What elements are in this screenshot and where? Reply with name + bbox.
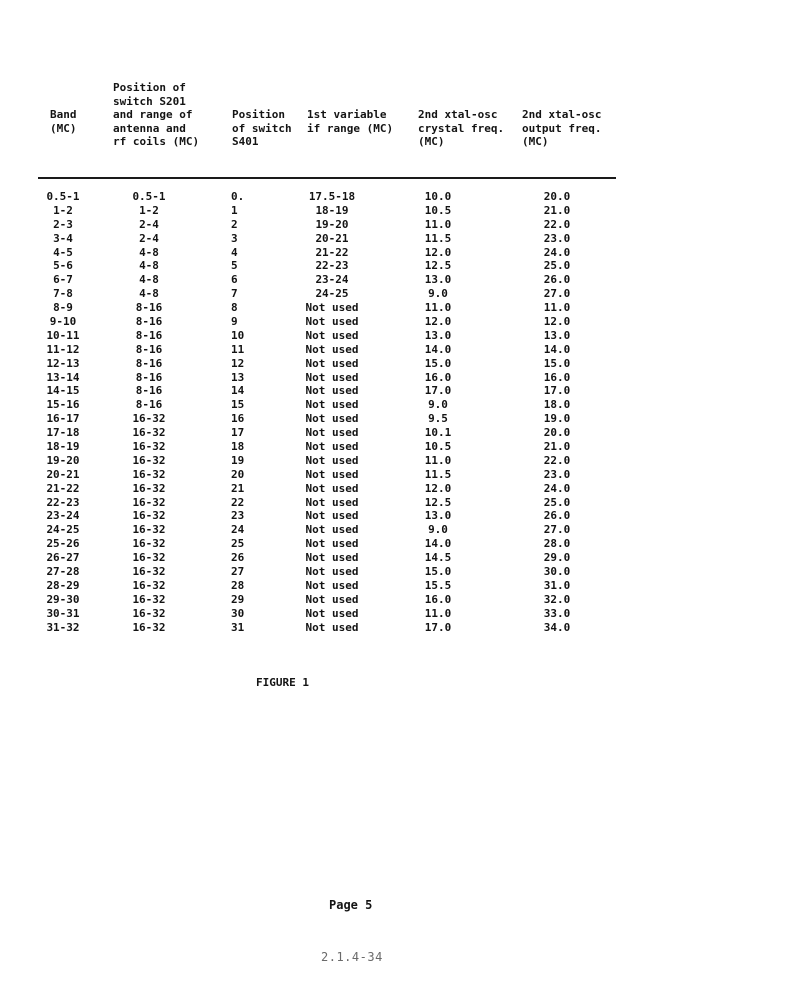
table-cell-switch-s401: 26 <box>231 551 245 565</box>
table-cell-crystal-freq: 17.0 <box>424 384 452 398</box>
table-cell-switch-s401: 10 <box>231 328 245 342</box>
table-cell-switch-s201: 16-32 <box>132 481 166 495</box>
table-cell-switch-s201: 16-32 <box>132 565 166 579</box>
table-cell-output-freq: 11.0 <box>543 301 571 315</box>
document-number: 2.1.4-34 <box>321 950 383 964</box>
table-cell-output-freq: 29.0 <box>543 551 571 565</box>
table-row <box>0 496 796 510</box>
table-cell-switch-s401: 24 <box>231 523 245 537</box>
table-row <box>0 273 796 287</box>
table-cell-first-if-range: 20-21 <box>315 231 349 245</box>
table-cell-switch-s201: 4-8 <box>139 273 159 287</box>
table-cell-crystal-freq: 11.5 <box>424 231 452 245</box>
table-cell-output-freq: 12.0 <box>543 315 571 329</box>
table-row <box>0 579 796 593</box>
table-cell-switch-s401: 20 <box>231 467 245 481</box>
table-cell-switch-s401: 4 <box>231 245 238 259</box>
table-cell-first-if-range: Not used <box>305 370 359 384</box>
table-cell-switch-s401: 27 <box>231 565 245 579</box>
table-cell-crystal-freq: 17.0 <box>424 620 452 634</box>
table-cell-first-if-range: Not used <box>305 551 359 565</box>
table-row <box>0 218 796 232</box>
table-cell-output-freq: 21.0 <box>543 440 571 454</box>
table-row <box>0 551 796 565</box>
table-cell-switch-s201: 16-32 <box>132 537 166 551</box>
table-cell-output-freq: 20.0 <box>543 190 571 203</box>
table-cell-first-if-range: Not used <box>305 342 359 356</box>
table-cell-crystal-freq: 16.0 <box>424 370 452 384</box>
table-cell-switch-s201: 4-8 <box>139 287 159 301</box>
table-cell-first-if-range: Not used <box>305 426 359 440</box>
table-cell-first-if-range: Not used <box>305 384 359 398</box>
table-row <box>0 343 796 357</box>
table-cell-output-freq: 18.0 <box>543 398 571 412</box>
table-cell-first-if-range: 22-23 <box>315 259 349 273</box>
table-row <box>0 204 796 218</box>
table-cell-switch-s401: 2 <box>231 217 238 231</box>
table-cell-switch-s401: 18 <box>231 440 245 454</box>
table-cell-first-if-range: 23-24 <box>315 273 349 287</box>
table-cell-switch-s401: 12 <box>231 356 245 370</box>
table-cell-switch-s201: 16-32 <box>132 523 166 537</box>
table-cell-output-freq: 22.0 <box>543 217 571 231</box>
table-cell-first-if-range: Not used <box>305 523 359 537</box>
table-row <box>0 607 796 621</box>
table-cell-crystal-freq: 14.0 <box>424 342 452 356</box>
table-cell-output-freq: 23.0 <box>543 467 571 481</box>
table-cell-output-freq: 16.0 <box>543 370 571 384</box>
table-cell-first-if-range: Not used <box>305 328 359 342</box>
table-row <box>0 371 796 385</box>
table-cell-band: 28-29 <box>46 578 80 592</box>
table-row <box>0 357 796 371</box>
table-cell-crystal-freq: 16.0 <box>424 592 452 606</box>
table-cell-output-freq: 25.0 <box>543 259 571 273</box>
table-cell-switch-s401: 31 <box>231 620 245 634</box>
table-cell-switch-s401: 13 <box>231 370 245 384</box>
table-cell-output-freq: 19.0 <box>543 412 571 426</box>
table-cell-switch-s201: 16-32 <box>132 509 166 523</box>
table-cell-switch-s201: 8-16 <box>135 301 163 315</box>
table-cell-band: 1-2 <box>53 203 73 217</box>
table-cell-first-if-range: 17.5-18 <box>308 190 356 203</box>
table-cell-crystal-freq: 10.5 <box>424 203 452 217</box>
table-cell-output-freq: 26.0 <box>543 273 571 287</box>
table-row <box>0 246 796 260</box>
table-cell-switch-s201: 16-32 <box>132 412 166 426</box>
table-cell-band: 4-5 <box>53 245 73 259</box>
table-cell-switch-s401: 1 <box>231 203 238 217</box>
table-cell-crystal-freq: 15.0 <box>424 565 452 579</box>
table-cell-crystal-freq: 12.0 <box>424 481 452 495</box>
table-row <box>0 287 796 301</box>
header-switch-s401: Position of switch S401 <box>232 108 292 148</box>
table-cell-switch-s401: 7 <box>231 287 238 301</box>
table-cell-crystal-freq: 9.0 <box>428 287 448 301</box>
table-row <box>0 412 796 426</box>
table-cell-crystal-freq: 12.0 <box>424 315 452 329</box>
table-row <box>0 593 796 607</box>
table-cell-band: 16-17 <box>46 412 80 426</box>
table-cell-first-if-range: 24-25 <box>315 287 349 301</box>
header-first-variable-if: 1st variable if range (MC) <box>307 108 394 135</box>
table-cell-output-freq: 34.0 <box>543 620 571 634</box>
table-cell-band: 31-32 <box>46 620 80 634</box>
table-cell-switch-s201: 4-8 <box>139 245 159 259</box>
table-cell-switch-s401: 22 <box>231 495 245 509</box>
table-cell-band: 26-27 <box>46 551 80 565</box>
table-cell-switch-s401: 8 <box>231 301 238 315</box>
table-cell-band: 7-8 <box>53 287 73 301</box>
header-switch-s201: Position of switch S201 and range of antenna and rf coils (MC) <box>113 81 200 148</box>
table-cell-first-if-range: Not used <box>305 467 359 481</box>
table-row <box>0 259 796 273</box>
table-cell-first-if-range: 18-19 <box>315 203 349 217</box>
table-cell-crystal-freq: 14.5 <box>424 551 452 565</box>
table-row <box>0 398 796 412</box>
table-cell-switch-s401: 3 <box>231 231 238 245</box>
table-cell-band: 0.5-1 <box>46 190 80 203</box>
table-cell-switch-s201: 16-32 <box>132 551 166 565</box>
table-cell-output-freq: 24.0 <box>543 245 571 259</box>
table-cell-switch-s401: 19 <box>231 453 245 467</box>
table-cell-first-if-range: 19-20 <box>315 217 349 231</box>
table-cell-output-freq: 17.0 <box>543 384 571 398</box>
table-cell-first-if-range: Not used <box>305 565 359 579</box>
table-cell-switch-s201: 8-16 <box>135 328 163 342</box>
table-cell-first-if-range: Not used <box>305 592 359 606</box>
table-cell-switch-s401: 17 <box>231 426 245 440</box>
table-cell-switch-s201: 16-32 <box>132 578 166 592</box>
table-cell-crystal-freq: 10.5 <box>424 440 452 454</box>
table-row <box>0 468 796 482</box>
table-cell-switch-s401: 14 <box>231 384 245 398</box>
page-number: Page 5 <box>329 898 373 912</box>
table-cell-switch-s401: 15 <box>231 398 245 412</box>
table-cell-switch-s401: 21 <box>231 481 245 495</box>
table-cell-band: 23-24 <box>46 509 80 523</box>
table-cell-crystal-freq: 15.5 <box>424 578 452 592</box>
table-row <box>0 621 796 635</box>
table-cell-band: 2-3 <box>53 217 73 231</box>
table-cell-crystal-freq: 10.0 <box>424 190 452 203</box>
table-cell-band: 20-21 <box>46 467 80 481</box>
table-row <box>0 426 796 440</box>
table-row <box>0 329 796 343</box>
table-cell-band: 3-4 <box>53 231 73 245</box>
table-cell-output-freq: 27.0 <box>543 287 571 301</box>
table-cell-band: 11-12 <box>46 342 80 356</box>
table-cell-crystal-freq: 11.0 <box>424 301 452 315</box>
table-cell-crystal-freq: 12.5 <box>424 495 452 509</box>
table-row <box>0 440 796 454</box>
table-cell-band: 14-15 <box>46 384 80 398</box>
table-cell-crystal-freq: 9.5 <box>428 412 448 426</box>
table-cell-switch-s201: 16-32 <box>132 453 166 467</box>
table-cell-first-if-range: Not used <box>305 356 359 370</box>
table-cell-output-freq: 15.0 <box>543 356 571 370</box>
table-cell-switch-s401: 6 <box>231 273 238 287</box>
table-cell-switch-s401: 11 <box>231 342 245 356</box>
table-cell-output-freq: 25.0 <box>543 495 571 509</box>
table-cell-crystal-freq: 9.0 <box>428 398 448 412</box>
table-cell-crystal-freq: 13.0 <box>424 509 452 523</box>
table-cell-switch-s201: 1-2 <box>139 203 159 217</box>
table-cell-band: 13-14 <box>46 370 80 384</box>
table-cell-crystal-freq: 12.5 <box>424 259 452 273</box>
table-cell-switch-s201: 2-4 <box>139 231 159 245</box>
table-cell-first-if-range: Not used <box>305 537 359 551</box>
table-cell-switch-s201: 16-32 <box>132 620 166 634</box>
table-cell-crystal-freq: 14.0 <box>424 537 452 551</box>
frequency-table-body <box>0 190 796 635</box>
table-cell-switch-s201: 16-32 <box>132 606 166 620</box>
table-cell-first-if-range: 21-22 <box>315 245 349 259</box>
table-cell-output-freq: 30.0 <box>543 565 571 579</box>
table-cell-switch-s401: 9 <box>231 315 238 329</box>
table-cell-switch-s401: 28 <box>231 578 245 592</box>
table-cell-band: 10-11 <box>46 328 80 342</box>
table-cell-first-if-range: Not used <box>305 412 359 426</box>
table-row <box>0 537 796 551</box>
table-cell-band: 29-30 <box>46 592 80 606</box>
table-cell-crystal-freq: 10.1 <box>424 426 452 440</box>
table-cell-band: 30-31 <box>46 606 80 620</box>
table-cell-crystal-freq: 9.0 <box>428 523 448 537</box>
table-cell-switch-s201: 16-32 <box>132 426 166 440</box>
table-cell-switch-s201: 16-32 <box>132 495 166 509</box>
table-cell-crystal-freq: 15.0 <box>424 356 452 370</box>
table-cell-first-if-range: Not used <box>305 481 359 495</box>
table-cell-first-if-range: Not used <box>305 606 359 620</box>
table-cell-first-if-range: Not used <box>305 620 359 634</box>
table-cell-switch-s401: 0. <box>231 190 245 203</box>
table-cell-switch-s201: 8-16 <box>135 342 163 356</box>
table-cell-switch-s201: 4-8 <box>139 259 159 273</box>
table-cell-crystal-freq: 13.0 <box>424 273 452 287</box>
table-row <box>0 482 796 496</box>
header-band: Band (MC) <box>50 108 77 135</box>
table-row <box>0 509 796 523</box>
table-cell-switch-s201: 8-16 <box>135 370 163 384</box>
table-cell-switch-s401: 29 <box>231 592 245 606</box>
header-xtal-crystal-freq: 2nd xtal-osc crystal freq. (MC) <box>418 108 505 148</box>
table-cell-band: 17-18 <box>46 426 80 440</box>
table-cell-output-freq: 31.0 <box>543 578 571 592</box>
table-cell-band: 5-6 <box>53 259 73 273</box>
table-cell-switch-s201: 8-16 <box>135 398 163 412</box>
table-row <box>0 454 796 468</box>
table-cell-crystal-freq: 11.0 <box>424 453 452 467</box>
table-cell-switch-s401: 16 <box>231 412 245 426</box>
table-cell-band: 12-13 <box>46 356 80 370</box>
table-cell-band: 22-23 <box>46 495 80 509</box>
table-cell-crystal-freq: 11.0 <box>424 606 452 620</box>
table-cell-band: 27-28 <box>46 565 80 579</box>
table-cell-first-if-range: Not used <box>305 440 359 454</box>
table-cell-first-if-range: Not used <box>305 495 359 509</box>
table-cell-switch-s201: 8-16 <box>135 384 163 398</box>
table-cell-crystal-freq: 12.0 <box>424 245 452 259</box>
table-cell-output-freq: 28.0 <box>543 537 571 551</box>
table-cell-band: 21-22 <box>46 481 80 495</box>
table-row <box>0 190 796 204</box>
table-cell-switch-s401: 5 <box>231 259 238 273</box>
table-cell-output-freq: 21.0 <box>543 203 571 217</box>
table-cell-band: 25-26 <box>46 537 80 551</box>
table-cell-band: 8-9 <box>53 301 73 315</box>
table-cell-switch-s201: 8-16 <box>135 356 163 370</box>
table-cell-switch-s201: 0.5-1 <box>132 190 166 203</box>
table-cell-output-freq: 13.0 <box>543 328 571 342</box>
table-cell-band: 9-10 <box>49 315 77 329</box>
table-cell-first-if-range: Not used <box>305 578 359 592</box>
table-cell-band: 6-7 <box>53 273 73 287</box>
table-row <box>0 523 796 537</box>
table-cell-crystal-freq: 11.5 <box>424 467 452 481</box>
table-cell-first-if-range: Not used <box>305 398 359 412</box>
header-rule <box>38 177 616 179</box>
table-cell-first-if-range: Not used <box>305 301 359 315</box>
table-cell-output-freq: 33.0 <box>543 606 571 620</box>
table-cell-crystal-freq: 13.0 <box>424 328 452 342</box>
table-cell-output-freq: 27.0 <box>543 523 571 537</box>
table-cell-output-freq: 24.0 <box>543 481 571 495</box>
table-row <box>0 232 796 246</box>
table-cell-output-freq: 32.0 <box>543 592 571 606</box>
table-cell-first-if-range: Not used <box>305 509 359 523</box>
header-xtal-output-freq: 2nd xtal-osc output freq. (MC) <box>522 108 602 148</box>
table-cell-band: 19-20 <box>46 453 80 467</box>
table-cell-band: 15-16 <box>46 398 80 412</box>
table-cell-output-freq: 20.0 <box>543 426 571 440</box>
table-cell-switch-s401: 30 <box>231 606 245 620</box>
table-cell-output-freq: 22.0 <box>543 453 571 467</box>
table-row <box>0 565 796 579</box>
table-cell-first-if-range: Not used <box>305 315 359 329</box>
table-cell-switch-s201: 2-4 <box>139 217 159 231</box>
table-cell-switch-s201: 16-32 <box>132 440 166 454</box>
table-cell-output-freq: 14.0 <box>543 342 571 356</box>
table-row <box>0 315 796 329</box>
table-cell-band: 18-19 <box>46 440 80 454</box>
table-row <box>0 301 796 315</box>
figure-label: FIGURE 1 <box>256 676 309 689</box>
table-cell-output-freq: 23.0 <box>543 231 571 245</box>
table-cell-switch-s401: 25 <box>231 537 245 551</box>
table-cell-switch-s201: 16-32 <box>132 467 166 481</box>
table-cell-output-freq: 26.0 <box>543 509 571 523</box>
table-cell-switch-s201: 16-32 <box>132 592 166 606</box>
table-cell-switch-s201: 8-16 <box>135 315 163 329</box>
table-cell-band: 24-25 <box>46 523 80 537</box>
table-cell-first-if-range: Not used <box>305 453 359 467</box>
table-row <box>0 384 796 398</box>
table-cell-crystal-freq: 11.0 <box>424 217 452 231</box>
table-cell-switch-s401: 23 <box>231 509 245 523</box>
